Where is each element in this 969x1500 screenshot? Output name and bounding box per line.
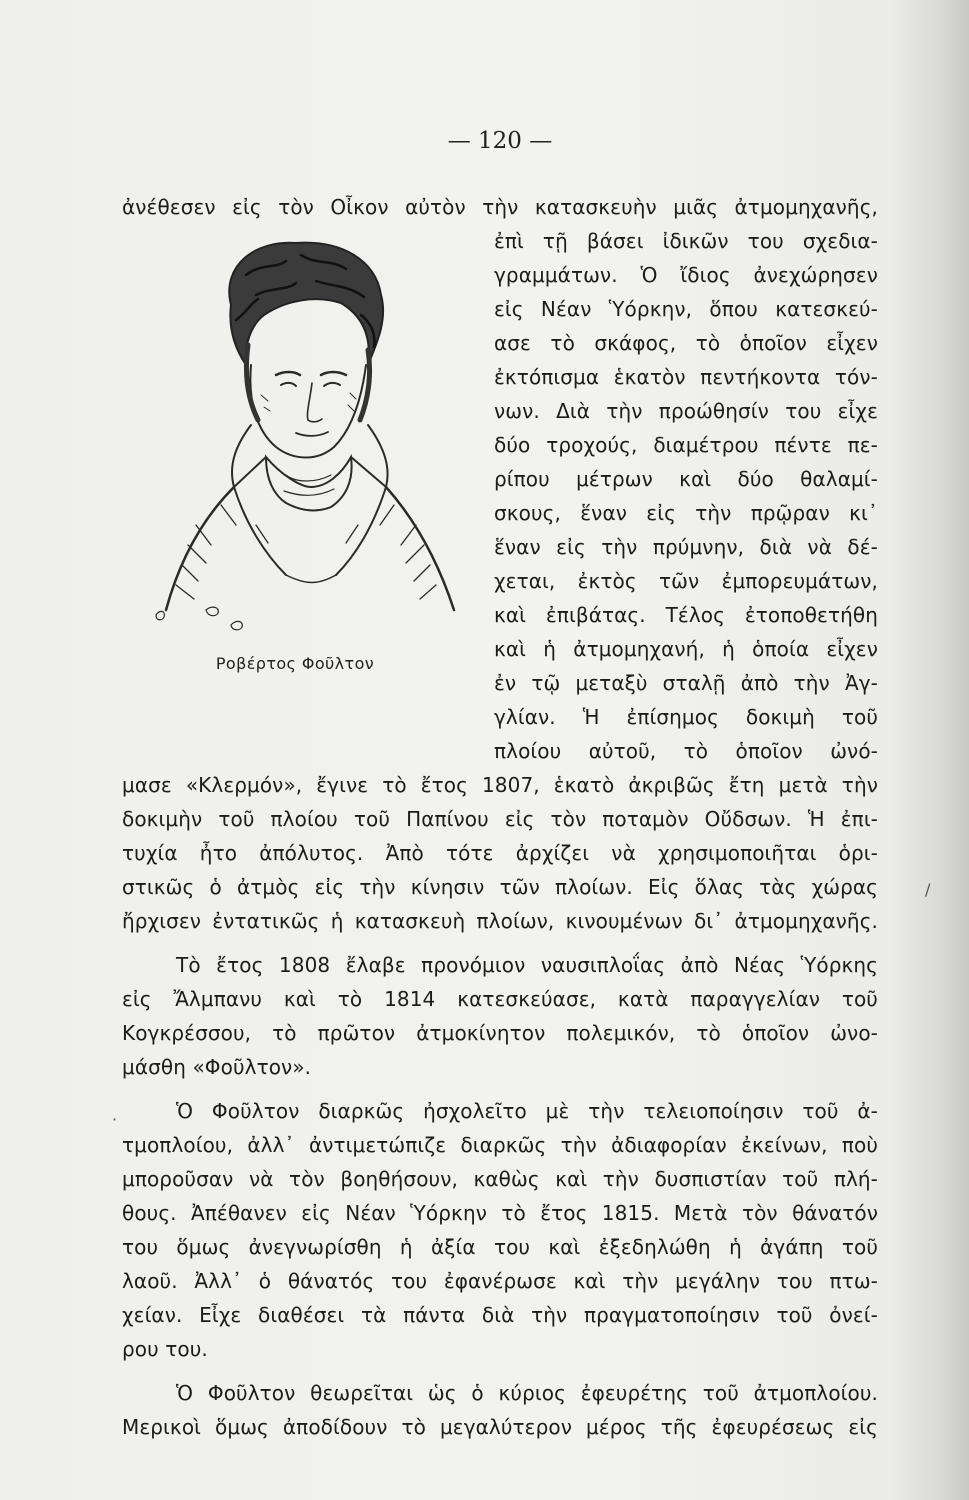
text-line: ἐπὶ τῇ βάσει ἰδικῶν του σχεδια-: [494, 229, 878, 253]
text-line: μποροῦσαν νὰ τὸν βοηθήσουν, καθὼς καὶ τὴν δυσπιστίαν τοῦ πλή-: [122, 1167, 878, 1191]
text-line: καὶ ἐπιβάτας. Τέλος ἐτοποθετήθη: [494, 603, 878, 627]
text-line: ἕναν εἰς τὴν πρύμνην, διὰ νὰ δέ-: [494, 535, 878, 559]
text-line: γλίαν. Ἡ ἐπίσημος δοκιμὴ τοῦ: [494, 705, 878, 729]
text-line: Ὁ Φοῦλτον θεωρεῖται ὡς ὁ κύριος ἐφευρέτης τοῦ ἀτμοπλοίου.: [176, 1381, 878, 1405]
text-line: ασε τὸ σκάφος, τὸ ὁποῖον εἶχεν: [494, 331, 878, 355]
page-number: — 120 —: [447, 128, 553, 154]
text-line: εἰς Ἄλμπανυ καὶ τὸ 1814 κατεσκεύασε, κατὰ παραγγελίαν τοῦ: [122, 987, 878, 1011]
portrait-caption: Ροβέρτος Φοῦλτον: [215, 654, 375, 673]
text-line: χεται, ἐκτὸς τῶν ἐμπορευμάτων,: [494, 569, 878, 593]
text-line: ρου του.: [122, 1337, 208, 1361]
text-line: ἐκτόπισμα ἑκατὸν πεντήκοντα τόν-: [494, 365, 878, 389]
text-line: τμοπλοίου, ἀλλ᾽ ἀντιμετώπιζε διαρκῶς τὴν ἀδιαφορίαν ἐκείνων, ποὺ: [122, 1133, 878, 1157]
stray-mark: ·: [112, 1110, 118, 1129]
text-line: Κογκρέσσου, τὸ πρῶτον ἀτμοκίνητον πολεμικόν, τὸ ὁποῖον ὠνο-: [122, 1021, 878, 1045]
text-line: ρίπου μέτρων καὶ δύο θαλαμί-: [494, 467, 878, 491]
text-line: τυχία ἦτο ἀπόλυτος. Ἀπὸ τότε ἀρχίζει νὰ χρησιμοποιῆται ὁρι-: [122, 841, 878, 865]
text-line: εἰς Νέαν Ὑόρκην, ὅπου κατεσκεύ-: [494, 297, 878, 321]
text-line: σκους, ἕναν εἰς τὴν πρῷραν κι᾽: [494, 501, 878, 525]
text-line: στικῶς ὁ ἀτμὸς εἰς τὴν κίνησιν τῶν πλοίων. Εἰς ὅλας τὰς χώρας: [122, 875, 878, 899]
text-line: Ὁ Φοῦλτον διαρκῶς ἠσχολεῖτο μὲ τὴν τελειοποίησιν τοῦ ἀ-: [176, 1099, 878, 1123]
text-line: Μερικοὶ ὅμως ἀποδίδουν τὸ μεγαλύτερον μέρος τῆς ἐφευρέσεως εἰς: [122, 1415, 878, 1439]
text-line: καὶ ἡ ἀτμομηχανή, ἡ ὁποία εἶχεν: [494, 637, 878, 661]
text-line: δοκιμὴν τοῦ πλοίου τοῦ Παπίνου εἰς τὸν ποταμὸν Οὔδσων. Ἡ ἐπι-: [122, 807, 878, 831]
text-line: μασε «Κλερμόν», ἔγινε τὸ ἔτος 1807, ἑκατὸ ἀκριβῶς ἔτη μετὰ τὴν: [122, 773, 878, 797]
text-line: του ὅμως ἀνεγνωρίσθη ἡ ἀξία του καὶ ἐξεδηλώθη ἡ ἀγάπη τοῦ: [122, 1235, 878, 1259]
text-line: δύο τροχούς, διαμέτρου πέντε πε-: [494, 433, 878, 457]
text-line: λαοῦ. Ἀλλ᾽ ὁ θάνατός του ἐφανέρωσε καὶ τὴν μεγάλην του πτω-: [122, 1269, 878, 1293]
text-line: πλοίου αὐτοῦ, τὸ ὁποῖον ὠνό-: [494, 739, 878, 763]
text-line: μάσθη «Φοῦλτον».: [122, 1055, 312, 1079]
text-line: ἀνέθεσεν εἰς τὸν Οἶκον αὐτὸν τὴν κατασκευὴν μιᾶς ἀτμομηχανῆς,: [122, 195, 878, 219]
text-line: ἐν τῷ μεταξὺ σταλῇ ἀπὸ τὴν Ἀγ-: [494, 671, 878, 695]
text-line: ἤρχισεν ἐντατικῶς ἡ κατασκευὴ πλοίων, κινουμένων δι᾽ ἀτμομηχανῆς.: [122, 909, 878, 933]
text-line: χείαν. Εἶχε διαθέσει τὰ πάντα διὰ τὴν πραγματοποίησιν τοῦ ὀνεί-: [122, 1303, 878, 1327]
stray-mark: /: [925, 880, 931, 899]
text-line: Τὸ ἔτος 1808 ἔλαβε προνόμιον ναυσιπλοΐας ἀπὸ Νέας Ὑόρκης: [176, 953, 878, 977]
text-line: νων. Διὰ τὴν προώθησίν του εἶχε: [494, 399, 878, 423]
text-line: γραμμάτων. Ὁ ἴδιος ἀνεχώρησεν: [494, 263, 878, 287]
portrait-engraving: [136, 225, 476, 655]
text-line: θους. Ἀπέθανεν εἰς Νέαν Ὑόρκην τὸ ἔτος 1815. Μετὰ τὸν θάνατόν: [122, 1201, 878, 1225]
